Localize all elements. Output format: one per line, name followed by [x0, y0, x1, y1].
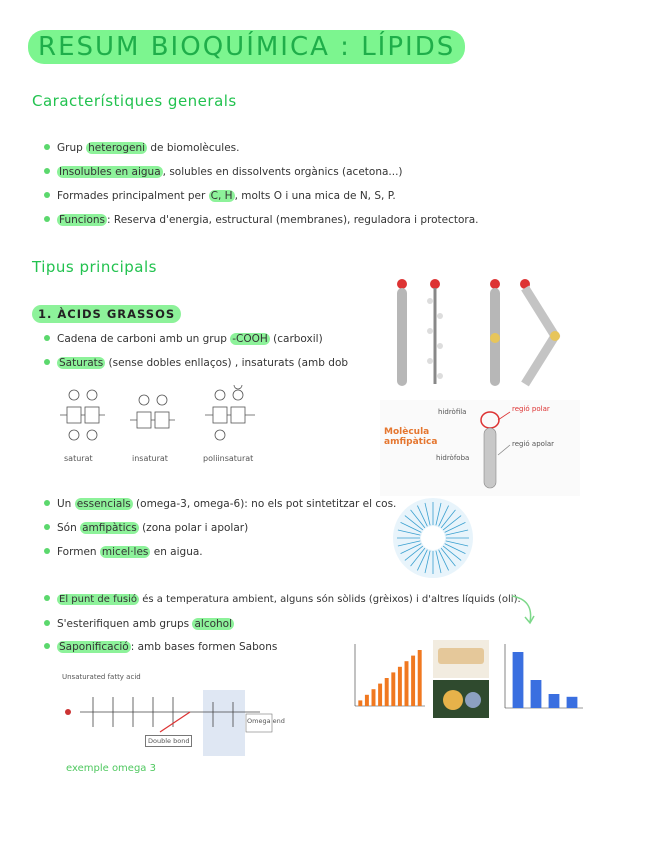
amphi-hydrophilic: hidròfila — [438, 408, 467, 416]
label-unsaturated: insaturat — [132, 454, 168, 463]
omega-top-label: Unsaturated fatty acid — [62, 673, 141, 681]
bullet-general-3: Formades principalment per C, H , molts O i una mica de N, S, P. — [44, 190, 396, 202]
bullet-fa-4: Són amfipàtics (zona polar i apolar) — [44, 522, 248, 534]
bullet-fa-5: Formen micel·les en aigua. — [44, 546, 203, 558]
bar — [513, 652, 524, 708]
bar — [372, 689, 376, 706]
amphi-polar: regió polar — [512, 405, 550, 413]
fatty-acid-models-image — [385, 276, 585, 394]
bar — [549, 694, 560, 708]
bar — [358, 700, 362, 706]
bar — [398, 667, 402, 706]
bar — [405, 661, 409, 706]
example-caption: exemple omega 3 — [66, 763, 156, 774]
bar — [531, 680, 542, 708]
soap-images — [433, 640, 489, 718]
label-polyunsaturated: poliinsaturat — [203, 454, 254, 463]
amphi-hydrophobic: hidròfoba — [436, 454, 470, 462]
section-heading-general: Característiques generals — [32, 92, 237, 110]
fatty-acid-bar-chart — [495, 638, 585, 718]
amphi-apolar: regió apolar — [512, 440, 555, 448]
bar — [365, 695, 369, 706]
page-title: RESUM BIOQUÍMICA : LÍPIDS — [28, 30, 465, 64]
bullet-fa-3: Un essencials (omega-3, omega-6): no els pot sintetitzar el cos. — [44, 498, 396, 510]
bar — [411, 656, 415, 706]
bar — [418, 650, 422, 706]
curved-arrow-icon — [508, 592, 538, 628]
amphipathic-molecule-image — [380, 400, 580, 496]
bullet-general-1: Grup heterogeni de biomolècules. — [44, 142, 239, 154]
omega-end-label: Omega end — [247, 717, 285, 725]
bullet-fa-2: Saturats (sense dobles enllaços) , insaturats (amb dob — [44, 357, 348, 369]
bullet-fa-7: S'esterifiquen amb grups alcohol — [44, 618, 234, 630]
bullet-fa-6: El punt de fusió és a temperatura ambient, alguns són sòlids (grèixos) i d'altres líquids (oli). — [44, 594, 521, 605]
bar — [385, 678, 389, 706]
bar — [391, 672, 395, 706]
section-heading-types: Tipus principals — [32, 258, 157, 276]
micelle-image — [383, 496, 488, 581]
bullet-general-2: Insolubles en aigua , solubles en dissolvents orgànics (acetona...) — [44, 166, 403, 178]
double-bond-label: Double bond — [145, 735, 192, 747]
bullet-fa-8: Saponificació : amb bases formen Sabons — [44, 641, 277, 653]
bullet-fa-1: Cadena de carboni amb un grup -COOH (carboxil) — [44, 333, 323, 345]
label-saturated: saturat — [64, 454, 93, 463]
bullet-general-4: Funcions : Reserva d'energia, estructural (membranes), reguladora i protectora. — [44, 214, 479, 226]
bar — [378, 684, 382, 706]
bar — [567, 697, 578, 708]
melting-point-chart — [345, 640, 427, 718]
amphi-title: Molècula amfipàtica — [384, 427, 438, 447]
molecule-diagrams — [55, 385, 275, 465]
subheading-fatty-acids: 1. ÀCIDS GRASSOS — [32, 305, 181, 323]
